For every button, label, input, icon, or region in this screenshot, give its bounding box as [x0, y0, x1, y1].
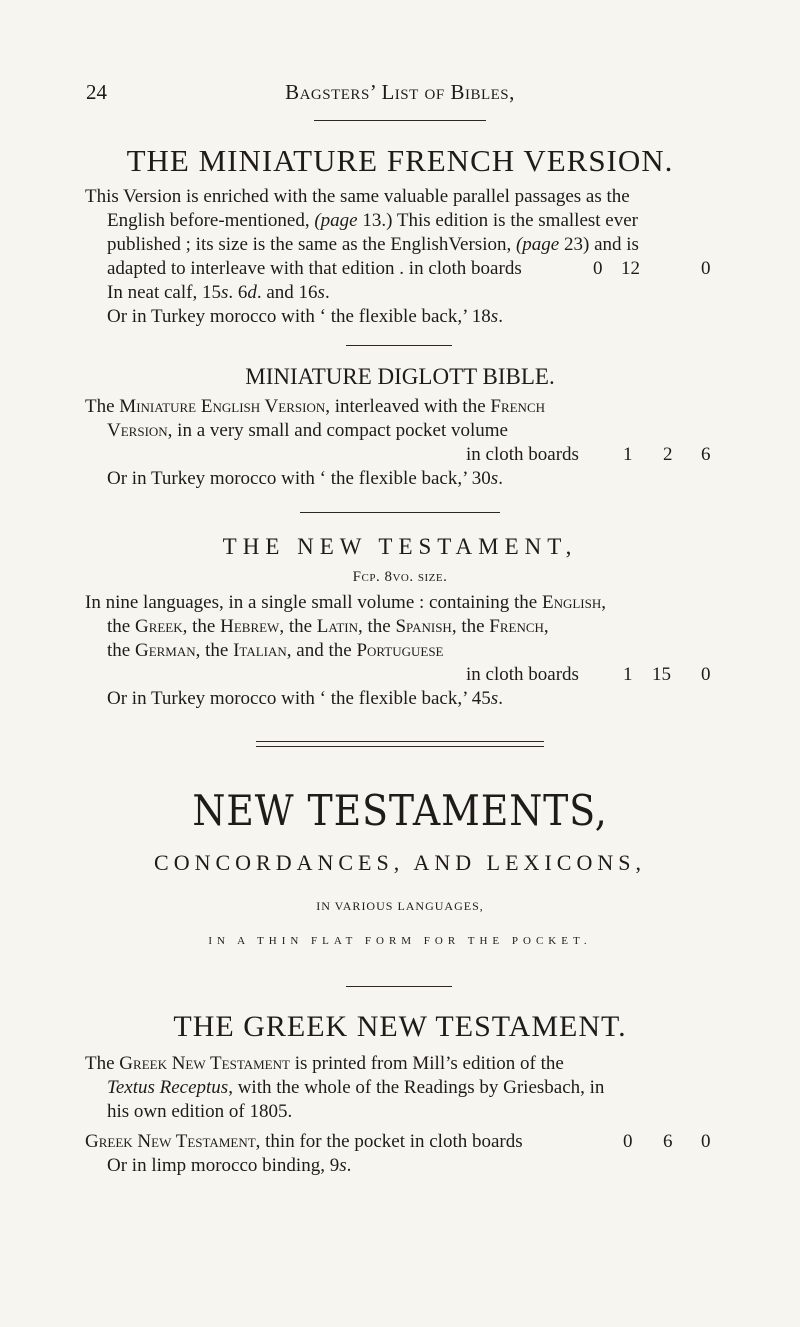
section-divider — [346, 986, 452, 987]
paragraph-line: Version, in a very small and compact pocket volume — [107, 420, 508, 441]
paragraph-line: Or in Turkey morocco with ‘ the flexible back,’ 30s. — [107, 468, 503, 489]
price-pence: 6 — [701, 444, 711, 465]
section-title-french-version: THE MINIATURE FRENCH VERSION. — [126, 143, 674, 178]
price-shillings: 2 — [663, 444, 673, 465]
paragraph-line: In nine languages, in a single small volume : containing the English, — [85, 592, 606, 613]
price-shillings: 12 — [621, 258, 640, 279]
paragraph-line: the German, the Italian, and the Portuguese — [107, 640, 444, 661]
price-pence: 0 — [701, 1131, 711, 1152]
header-rule — [314, 120, 486, 121]
price-pounds: 1 — [623, 664, 633, 685]
price-pounds: 0 — [623, 1131, 633, 1152]
section-title-new-testament: THE NEW TESTAMENT, — [222, 534, 578, 559]
section-title-new-testaments: NEW TESTAMENTS, — [192, 786, 608, 835]
paragraph-line: his own edition of 1805. — [107, 1101, 293, 1122]
paragraph-line: adapted to interleave with that edition . in cloth boards — [107, 258, 522, 279]
paragraph-line: Or in Turkey morocco with ‘ the flexible back,’ 18s. — [107, 306, 503, 327]
paragraph-line: Greek New Testament, thin for the pocket in cloth boards — [85, 1131, 523, 1152]
section-subtitle-concordances: CONCORDANCES, AND LEXICONS, — [154, 850, 646, 875]
price-shillings: 15 — [652, 664, 671, 685]
paragraph-line: English before-mentioned, (page 13.) This edition is the smallest ever — [107, 210, 639, 231]
paragraph-line: This Version is enriched with the same valuable parallel passages as the — [85, 186, 630, 207]
section-title-greek-nt: THE GREEK NEW TESTAMENT. — [173, 1010, 627, 1043]
paragraph-line: the Greek, the Hebrew, the Latin, the Spanish, the French, — [107, 616, 549, 637]
small-caps-line: IN A THIN FLAT FORM FOR THE POCKET. — [208, 935, 592, 947]
paragraph-line: in cloth boards — [466, 664, 579, 685]
section-subtitle: Fcp. 8vo. size. — [352, 569, 448, 585]
small-caps-line: IN VARIOUS LANGUAGES, — [316, 899, 484, 913]
paragraph-line: Or in Turkey morocco with ‘ the flexible back,’ 45s. — [107, 688, 503, 709]
section-title-diglott: MINIATURE DIGLOTT BIBLE. — [245, 364, 555, 389]
paragraph-line: in cloth boards — [466, 444, 579, 465]
section-divider — [300, 512, 500, 513]
section-divider — [346, 345, 452, 346]
price-pence: 0 — [701, 664, 711, 685]
running-title: Bagsters’ List of Bibles, — [285, 80, 515, 104]
paragraph-line: The Miniature English Version, interleaved with the French — [85, 396, 546, 417]
paragraph-line: published ; its size is the same as the EnglishVersion, (page 23) and is — [107, 234, 639, 255]
paragraph-line: Textus Receptus, with the whole of the Readings by Griesbach, in — [107, 1077, 605, 1098]
page-number: 24 — [86, 80, 107, 104]
price-pence: 0 — [701, 258, 711, 279]
paragraph-line: Or in limp morocco binding, 9s. — [107, 1155, 352, 1176]
paragraph-line: The Greek New Testament is printed from Mill’s edition of the — [85, 1053, 564, 1074]
double-rule-divider — [256, 741, 544, 747]
price-shillings: 6 — [663, 1131, 673, 1152]
price-pounds: 0 — [593, 258, 603, 279]
price-pounds: 1 — [623, 444, 633, 465]
paragraph-line: In neat calf, 15s. 6d. and 16s. — [107, 282, 330, 303]
